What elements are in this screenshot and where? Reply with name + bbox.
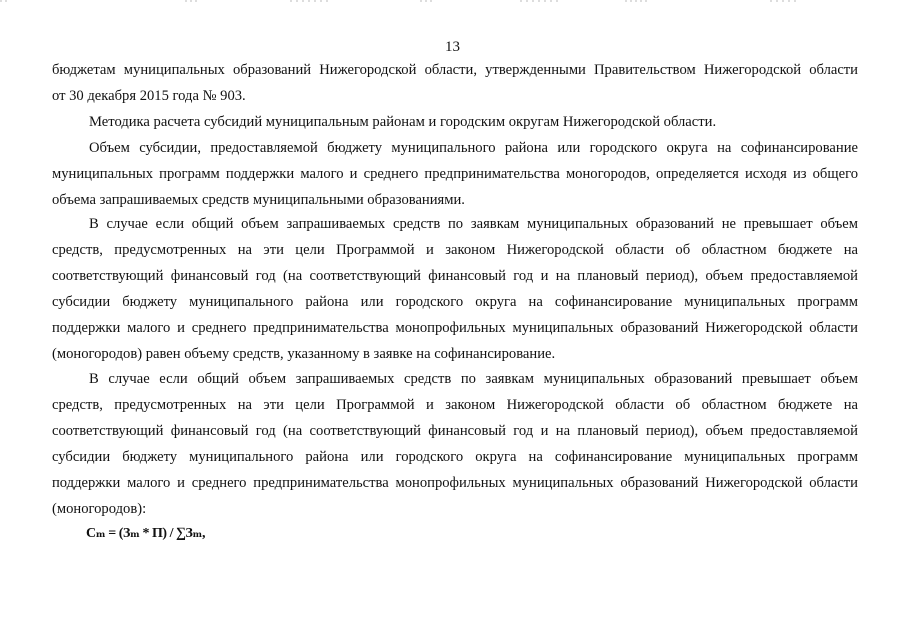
text-line: В случае если общий объем запрашиваемых средств по заявкам муниципальных образований превышает объем [89,371,858,387]
page-number: 13 [445,39,460,55]
text-line: средств, предусмотренных на эти цели Программой и законом Нижегородской области об областном бюджете на [52,397,858,413]
text-line: поддержки малого и среднего предпринимательства монопрофильных муниципальных образований Нижегородской области [52,475,858,491]
text-line: соответствующий финансовый год (на соответствующий финансовый год и на плановый период), объем предоставляемой [52,423,858,439]
text-line: муниципальных программ поддержки малого и среднего предпринимательства моногородов, определяется исходя из общего [52,166,858,182]
subsidy-formula: Сₘ = (Зₘ * П) / ∑Зₘ, [86,526,206,541]
text-line: (моногородов): [52,501,147,517]
text-line: бюджетам муниципальных образований Нижегородской области, утвержденными Правительством Нижегородской области [52,62,858,78]
text-line: субсидии бюджету муниципального района или городского округа на софинансирование муниципальных программ [52,294,858,310]
paragraph-case-exceeds [52,366,858,522]
paragraph-subsidy-volume [52,135,858,213]
text-line: (моногородов) равен объему средств, указанному в заявке на софинансирование. [52,346,556,362]
text-line: Объем субсидии, предоставляемой бюджету муниципального района или городского округа на софинансирование [89,140,858,156]
text-line: Методика расчета субсидий муниципальным районам и городским округам Нижегородской области. [89,114,717,130]
text-line: объема запрашиваемых средств муниципальными образованиями. [52,192,465,208]
paragraph-continuation [52,57,858,109]
paragraph-case-not-exceeds [52,211,858,367]
text-line: поддержки малого и среднего предпринимательства монопрофильных муниципальных образований Нижегородской области [52,320,858,336]
text-line: средств, предусмотренных на эти цели Программой и законом Нижегородской области об областном бюджете на [52,242,858,258]
text-line: соответствующий финансовый год (на соответствующий финансовый год и на плановый период), объем предоставляемой [52,268,858,284]
text-line: от 30 декабря 2015 года № 903. [52,88,246,104]
text-line: В случае если общий объем запрашиваемых средств по заявкам муниципальных образований не превышает объем [89,216,858,232]
scan-edge-marks [0,0,905,6]
text-line: субсидии бюджету муниципального района или городского округа на софинансирование муниципальных программ [52,449,858,465]
paragraph-methodology [52,109,858,135]
